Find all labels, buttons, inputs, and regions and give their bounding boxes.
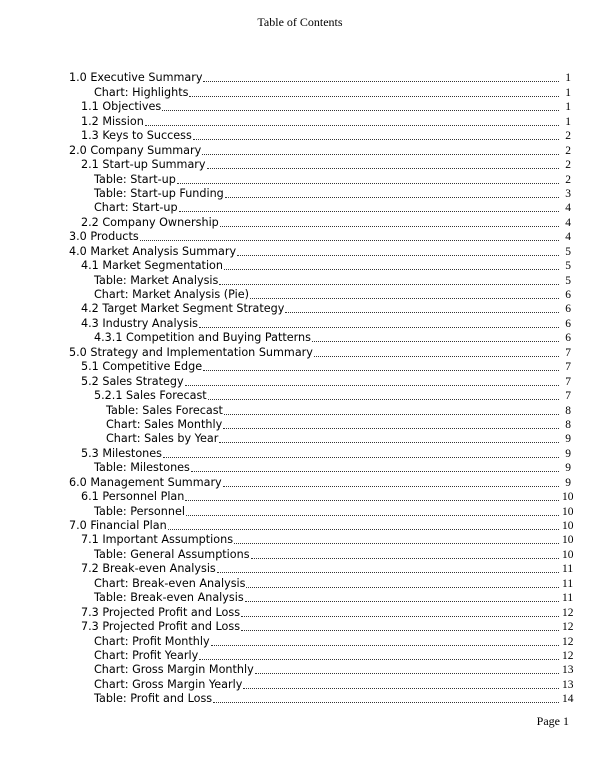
toc-entry[interactable] [69,605,574,619]
toc-entry-label: 1.1 Objectives [81,100,162,114]
toc-entry-label: Chart: Profit Yearly [94,648,199,662]
toc-entry-page-number: 9 [565,433,571,446]
toc-entry[interactable] [69,331,571,345]
toc-entry[interactable] [69,562,574,576]
toc-entry[interactable] [69,201,571,215]
dot-leader [189,95,559,97]
dot-leader [219,283,559,285]
toc-entry[interactable] [69,374,571,388]
toc-entry-page-number: 10 [562,505,574,518]
toc-entry[interactable] [69,288,571,302]
dot-leader [241,615,559,617]
toc-entry-page-number: 3 [565,187,571,200]
toc-entry[interactable] [69,273,571,287]
toc-entry-page-number: 2 [565,144,571,157]
dot-leader [251,557,559,559]
dot-leader [208,398,559,400]
toc-entry-page-number: 1 [565,72,571,85]
toc-entry-label: 4.3.1 Competition and Buying Patterns [94,331,311,345]
toc-entry-page-number: 7 [565,346,571,359]
toc-entry[interactable] [69,446,571,460]
toc-entry-label: 5.0 Strategy and Implementation Summary [69,345,313,359]
dot-leader [285,311,559,313]
toc-entry-label: Table: Profit and Loss [94,692,213,706]
toc-entry[interactable] [69,187,571,201]
dot-leader [246,586,559,588]
toc-entry-label: 5.1 Competitive Edge [81,360,203,374]
toc-entry-label: 5.3 Milestones [81,446,162,460]
toc-entry-label: 7.3 Projected Profit and Loss [81,620,241,634]
toc-entry[interactable] [69,143,571,157]
toc-entry-page-number: 5 [565,260,571,273]
toc-entry-page-number: 6 [565,332,571,345]
toc-entry-label: 7.1 Important Assumptions [81,533,234,547]
dot-leader [203,80,559,82]
dot-leader [219,441,559,443]
toc-entry[interactable] [69,504,574,518]
dot-leader [145,124,559,126]
toc-entry[interactable] [69,244,571,258]
toc-entry[interactable] [69,692,574,706]
toc-entry[interactable] [69,158,571,172]
dot-leader [203,369,559,371]
toc-entry-page-number: 8 [565,404,571,417]
toc-entry-page-number: 1 [565,101,571,114]
toc-entry-page-number: 7 [565,375,571,388]
dot-leader [163,456,559,458]
toc-entry-page-number: 7 [565,390,571,403]
toc-entry-page-number: 13 [562,664,574,677]
toc-entry[interactable] [69,403,571,417]
toc-entry-page-number: 4 [565,231,571,244]
toc-entry[interactable] [69,230,571,244]
toc-entry-page-number: 10 [562,534,574,547]
toc-entry-label: 4.3 Industry Analysis [81,316,199,330]
toc-entry[interactable] [69,475,571,489]
toc-entry-label: Chart: Sales by Year [106,432,219,446]
toc-entry[interactable] [69,620,574,634]
toc-entry-page-number: 5 [565,245,571,258]
toc-entry-label: Table: Personnel [94,504,185,518]
dot-leader [185,384,559,386]
toc-entry[interactable] [69,591,574,605]
toc-entry[interactable] [69,360,571,374]
toc-entry[interactable] [69,100,571,114]
toc-entry-label: 1.2 Mission [81,114,144,128]
toc-entry-page-number: 12 [562,621,574,634]
dot-leader [185,499,559,501]
toc-entry[interactable] [69,576,574,590]
toc-entry-page-number: 10 [562,548,574,561]
toc-entry[interactable] [69,259,571,273]
toc-entry-label: 6.0 Management Summary [69,475,222,489]
dot-leader [245,600,559,602]
toc-entry-page-number: 10 [562,520,574,532]
dot-leader [312,340,559,342]
toc-entry-label: 7.2 Break-even Analysis [81,562,216,576]
dot-leader [179,210,559,212]
toc-entry[interactable] [69,663,574,677]
toc-entry-page-number: 14 [562,693,574,706]
dot-leader [243,687,559,689]
toc-entry[interactable] [69,634,574,648]
dot-leader [199,658,559,660]
dot-leader [211,644,559,646]
toc-entry-label: 7.0 Financial Plan [69,519,167,532]
toc-entry-label: Chart: Gross Margin Yearly [94,677,243,691]
toc-entry-page-number: 6 [565,289,571,301]
toc-entry-label: 5.2 Sales Strategy [81,374,184,388]
toc-entry-label: Chart: Sales Monthly [106,417,223,431]
dot-leader [223,427,559,429]
toc-entry-page-number: 11 [562,563,574,576]
dot-leader [241,629,559,631]
toc-entry-page-number: 4 [565,202,571,215]
toc-entry-label: 1.3 Keys to Success [81,129,192,143]
toc-entry-page-number: 1 [565,86,571,99]
toc-entry-page-number: 12 [562,635,574,648]
toc-entry-page-number: 4 [565,216,571,229]
toc-entry-label: 3.0 Products [69,230,139,244]
dot-leader [237,254,559,256]
toc-entry[interactable] [69,547,574,561]
dot-leader [223,485,559,487]
dot-leader [217,571,559,573]
dot-leader [202,153,559,155]
toc-entry[interactable] [69,345,571,359]
dot-leader [168,528,559,530]
toc-entry-page-number: 9 [565,476,571,489]
dot-leader [213,701,559,703]
page-title: Table of Contents [257,15,343,29]
dot-leader [177,182,559,184]
dot-leader [250,297,559,299]
toc-entry-page-number: 6 [565,303,571,316]
toc-entry-page-number: 6 [565,317,571,330]
toc-entry-page-number: 9 [565,447,571,460]
toc-entry-page-number: 12 [562,606,574,619]
toc-entry[interactable] [69,172,571,186]
toc-entry-page-number: 2 [565,173,571,186]
toc-entry[interactable] [69,71,571,85]
toc-entry-label: Chart: Profit Monthly [94,634,210,648]
toc-entry-label: Chart: Gross Margin Monthly [94,663,254,677]
dot-leader [224,268,559,270]
toc-entry[interactable] [69,389,571,403]
toc-entry-page-number: 1 [565,115,571,128]
toc-entry[interactable] [69,418,571,432]
dot-leader [207,167,559,169]
toc-entry-label: Table: Sales Forecast [106,403,223,417]
toc-entry-page-number: 12 [562,649,574,662]
toc-entry[interactable] [69,519,574,533]
table-of-contents [69,71,574,706]
dot-leader [162,109,559,111]
toc-entry-page-number: 7 [565,361,571,374]
dot-leader [193,138,559,140]
dot-leader [199,326,559,328]
dot-leader [220,225,559,227]
toc-entry-page-number: 9 [565,462,571,475]
toc-entry[interactable] [69,316,571,330]
page-number: Page 1 [536,714,569,728]
toc-entry[interactable] [69,302,571,316]
dot-leader [225,196,559,198]
toc-entry-page-number: 2 [565,159,571,172]
toc-entry-label: Chart: Break-even Analysis [94,576,246,590]
toc-entry-page-number: 8 [565,418,571,431]
dot-leader [234,542,559,544]
toc-entry-label: 2.1 Start-up Summary [81,158,206,172]
toc-entry-label: Table: Break-even Analysis [94,591,244,605]
toc-entry[interactable] [69,114,571,128]
toc-entry-page-number: 2 [565,130,571,143]
toc-entry-page-number: 10 [562,491,574,504]
toc-entry-page-number: 11 [562,592,574,605]
toc-entry[interactable] [69,432,571,446]
dot-leader [255,672,559,674]
toc-entry[interactable] [69,490,574,504]
toc-entry-label: 6.1 Personnel Plan [81,490,185,504]
toc-entry-label: 7.3 Projected Profit and Loss [81,605,241,619]
toc-entry-label: 4.2 Target Market Segment Strategy [81,302,285,316]
toc-entry-label: 4.1 Market Segmentation [81,259,223,273]
toc-entry[interactable] [69,533,574,547]
toc-entry[interactable] [69,677,574,691]
toc-entry[interactable] [69,648,574,663]
toc-entry-label: Table: Start-up Funding [94,186,224,200]
dot-leader [140,239,559,241]
dot-leader [191,470,559,472]
toc-entry-label: Chart: Market Analysis (Pie) [94,288,249,301]
toc-entry-label: 5.2.1 Sales Forecast [94,389,207,403]
toc-entry-label: 2.0 Company Summary [69,143,202,157]
toc-entry[interactable] [69,129,571,143]
toc-entry[interactable] [69,461,571,475]
toc-entry-page-number: 13 [562,678,574,691]
toc-entry-label: Table: Market Analysis [94,273,219,287]
toc-entry-label: 2.2 Company Ownership [81,215,219,229]
toc-entry-label: 4.0 Market Analysis Summary [69,244,237,258]
dot-leader [186,514,559,516]
toc-entry-page-number: 5 [565,274,571,287]
toc-entry-label: 1.0 Executive Summary [69,71,203,85]
toc-entry-page-number: 11 [562,577,574,590]
toc-entry[interactable] [69,215,571,229]
toc-entry-label: Table: General Assumptions [94,547,250,561]
dot-leader [224,413,559,415]
dot-leader [314,355,559,357]
toc-entry[interactable] [69,85,571,99]
toc-entry-label: Table: Start-up [94,172,176,186]
toc-entry-label: Chart: Highlights [94,85,189,99]
toc-entry-label: Table: Milestones [94,461,190,475]
toc-entry-label: Chart: Start-up [94,201,178,215]
